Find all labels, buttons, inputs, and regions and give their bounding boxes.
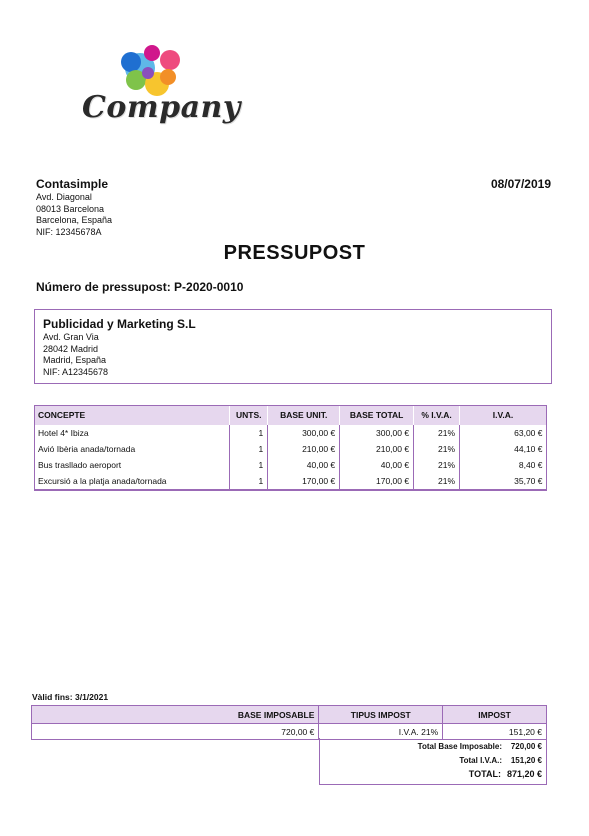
issuer-block — [36, 177, 112, 238]
col-header-iva: I.V.A. — [460, 405, 547, 425]
cell-base-total: 40,00 € — [340, 457, 414, 473]
cell-iva-percent: 21% — [414, 441, 460, 457]
cell-base-unit: 300,00 € — [268, 425, 340, 441]
table-row — [34, 473, 547, 490]
cell-tax-type: I.V.A. 21% — [319, 724, 443, 740]
total-base-label: Total Base Imposable: — [417, 742, 502, 751]
client-nif: NIF: A12345678 — [43, 366, 109, 377]
cell-units: 1 — [230, 457, 268, 473]
total-iva-row — [459, 756, 542, 765]
cell-iva: 8,40 € — [460, 457, 547, 473]
cell-iva: 63,00 € — [460, 425, 547, 441]
company-logo — [82, 40, 241, 140]
total-base-row — [418, 742, 542, 751]
cell-iva-percent: 21% — [414, 425, 460, 441]
total-iva-label: Total I.V.A.: — [459, 756, 502, 765]
col-header-units: UNTS. — [230, 405, 268, 425]
col-header-taxable-base: BASE IMPOSABLE — [32, 706, 319, 724]
client-name: Publicidad y Marketing S.L — [43, 317, 196, 331]
document-number: Número de pressupost: P-2020-0010 — [36, 280, 244, 294]
totals-block — [319, 738, 547, 785]
tax-summary-table — [31, 705, 547, 740]
cell-iva: 35,70 € — [460, 473, 547, 490]
grand-total-row — [469, 769, 542, 779]
cell-concept: Excursió a la platja anada/tornada — [34, 473, 230, 490]
issuer-nif: NIF: 12345678A — [36, 226, 102, 237]
client-address-1: Avd. Gran Via — [43, 332, 99, 342]
cell-iva: 44,10 € — [460, 441, 547, 457]
table-row — [34, 457, 547, 473]
document-title: PRESSUPOST — [223, 242, 366, 264]
cell-base-total: 170,00 € — [340, 473, 414, 490]
summary-header-row — [32, 706, 547, 724]
grand-total-value: 871,20 € — [506, 769, 542, 779]
col-header-tax-type: TIPUS IMPOST — [319, 706, 443, 724]
grand-total-label: TOTAL: — [468, 769, 501, 779]
cell-iva-percent: 21% — [414, 457, 460, 473]
items-header-row — [34, 405, 547, 425]
client-address-2: 28042 Madrid — [43, 343, 99, 354]
cell-base-unit: 170,00 € — [268, 473, 340, 490]
col-header-base-total: BASE TOTAL — [340, 405, 414, 425]
cell-base-unit: 40,00 € — [268, 457, 340, 473]
cell-tax-amount: 151,20 € — [443, 724, 547, 740]
cell-concept: Bus trasllado aeroport — [38, 460, 122, 470]
logo-wordmark: Company — [82, 90, 241, 125]
total-iva-value: 151,20 € — [510, 756, 542, 765]
cell-base-total: 300,00 € — [340, 425, 414, 441]
col-header-base-unit: BASE UNIT. — [268, 405, 340, 425]
cell-units: 1 — [230, 473, 268, 490]
issuer-address-3: Barcelona, España — [36, 215, 113, 225]
items-table — [34, 405, 547, 490]
issuer-name: Contasimple — [36, 177, 109, 191]
total-base-value: 720,00 € — [510, 742, 542, 751]
issuer-address-2: 08013 Barcelona — [36, 203, 105, 214]
col-header-concept: CONCEPTE — [34, 405, 230, 425]
table-row — [34, 441, 547, 457]
client-address-3: Madrid, España — [43, 355, 107, 365]
table-row — [34, 425, 547, 441]
document-date: 08/07/2019 — [490, 177, 551, 191]
cell-units: 1 — [230, 441, 268, 457]
cell-taxable-base: 720,00 € — [32, 724, 319, 740]
client-block — [34, 309, 552, 384]
cell-concept: Avió Ibèria anada/tornada — [38, 444, 136, 454]
cell-units: 1 — [230, 425, 268, 441]
validity-date: Vàlid fins: 3/1/2021 — [32, 692, 109, 702]
col-header-iva-percent: % I.V.A. — [414, 405, 460, 425]
issuer-address-1: Avd. Diagonal — [36, 192, 92, 202]
cell-base-unit: 210,00 € — [268, 441, 340, 457]
cell-concept: Hotel 4* Ibiza — [38, 428, 89, 438]
col-header-tax-amount: IMPOST — [443, 706, 547, 724]
cell-base-total: 210,00 € — [340, 441, 414, 457]
cell-iva-percent: 21% — [414, 473, 460, 490]
